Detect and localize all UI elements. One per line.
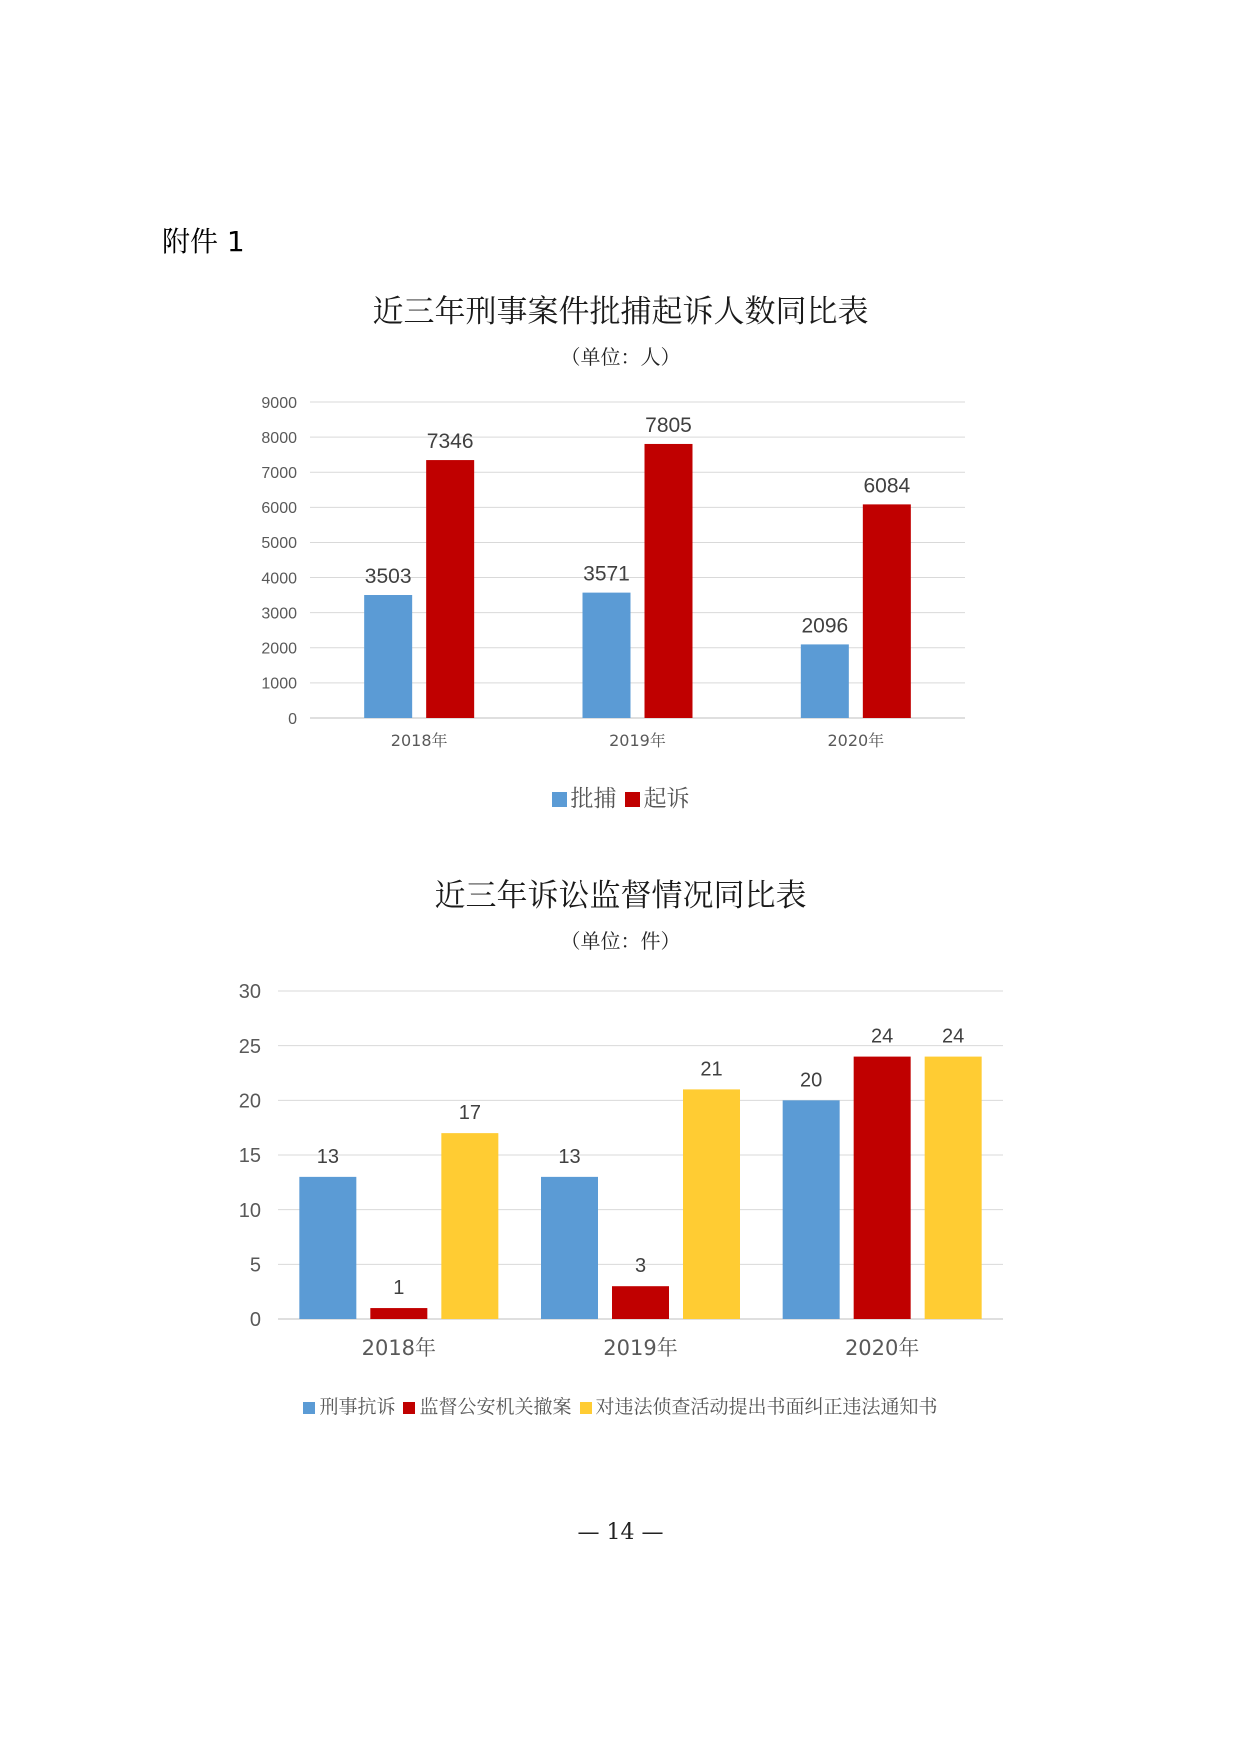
- data-label: 13: [316, 1145, 339, 1168]
- data-label: 3: [634, 1255, 647, 1278]
- legend-label: 起诉: [643, 786, 690, 812]
- x-tick-label: 2019年: [609, 731, 666, 750]
- data-label: 13: [558, 1145, 581, 1168]
- data-label: 17: [458, 1102, 481, 1125]
- chart2-title: 近三年诉讼监督情况同比表: [434, 878, 807, 914]
- data-label: 3503: [364, 565, 412, 589]
- chart2-legend: [0, 1392, 1241, 1419]
- y-tick-label: 0: [288, 710, 297, 728]
- chart1-unit: （单位：人）: [560, 345, 681, 369]
- data-label: 1: [393, 1277, 405, 1300]
- legend-label: 对违法侦查活动提出书面纠正违法通知书: [595, 1396, 938, 1418]
- bar: [925, 1057, 982, 1319]
- y-tick-label: 7000: [261, 464, 297, 482]
- x-tick-label: 2018年: [390, 731, 448, 750]
- data-label: 24: [942, 1025, 965, 1048]
- legend-swatch: [403, 1402, 415, 1414]
- bar: [854, 1057, 911, 1319]
- bar: [370, 1308, 427, 1319]
- legend-label: 批捕: [570, 786, 617, 812]
- page-number: — 14 —: [577, 1520, 664, 1545]
- data-label: 6084: [863, 474, 911, 498]
- chart1-title: 近三年刑事案件批捕起诉人数同比表: [372, 294, 869, 330]
- y-tick-label: 8000: [261, 429, 297, 447]
- y-tick-label: 20: [238, 1090, 261, 1113]
- legend-item: [403, 1392, 571, 1419]
- bar: [299, 1177, 356, 1319]
- legend-swatch: [303, 1402, 315, 1414]
- legend-swatch: [580, 1402, 592, 1414]
- bar: [783, 1100, 840, 1319]
- x-tick-label: 2018年: [361, 1336, 437, 1360]
- y-tick-label: 4000: [261, 570, 297, 588]
- data-label: 21: [700, 1058, 723, 1081]
- bar: [612, 1286, 669, 1319]
- data-label: 7346: [426, 430, 474, 454]
- x-tick-label: 2020年: [844, 1336, 920, 1360]
- x-tick-label: 2020年: [827, 731, 885, 750]
- y-tick-label: 15: [238, 1145, 261, 1168]
- y-tick-label: 0: [249, 1309, 261, 1332]
- data-label: 3571: [583, 562, 630, 586]
- bar: [441, 1133, 498, 1319]
- y-tick-label: 5: [249, 1254, 261, 1277]
- data-label: 7805: [645, 413, 692, 437]
- legend-item: [303, 1392, 395, 1419]
- y-tick-label: 5000: [261, 535, 297, 553]
- y-tick-label: 10: [238, 1199, 261, 1222]
- y-tick-label: 9000: [261, 394, 297, 412]
- y-tick-label: 2000: [261, 640, 297, 658]
- data-label: 24: [871, 1025, 894, 1048]
- chart2-unit: （单位：件）: [560, 929, 681, 953]
- data-label: 20: [800, 1069, 823, 1092]
- y-tick-label: 25: [238, 1035, 261, 1058]
- y-tick-label: 1000: [261, 675, 297, 693]
- x-tick-label: 2019年: [603, 1336, 678, 1360]
- annex-label: 附件 1: [162, 225, 245, 258]
- legend-label: 监督公安机关撤案: [419, 1396, 572, 1418]
- legend-item: [580, 1392, 938, 1419]
- bar: [683, 1089, 740, 1319]
- y-tick-label: 30: [238, 981, 261, 1004]
- legend-label: 刑事抗诉: [319, 1396, 396, 1418]
- y-tick-label: 6000: [261, 500, 297, 518]
- data-label: 2096: [801, 614, 849, 638]
- y-tick-label: 3000: [261, 605, 297, 623]
- bar: [541, 1177, 598, 1319]
